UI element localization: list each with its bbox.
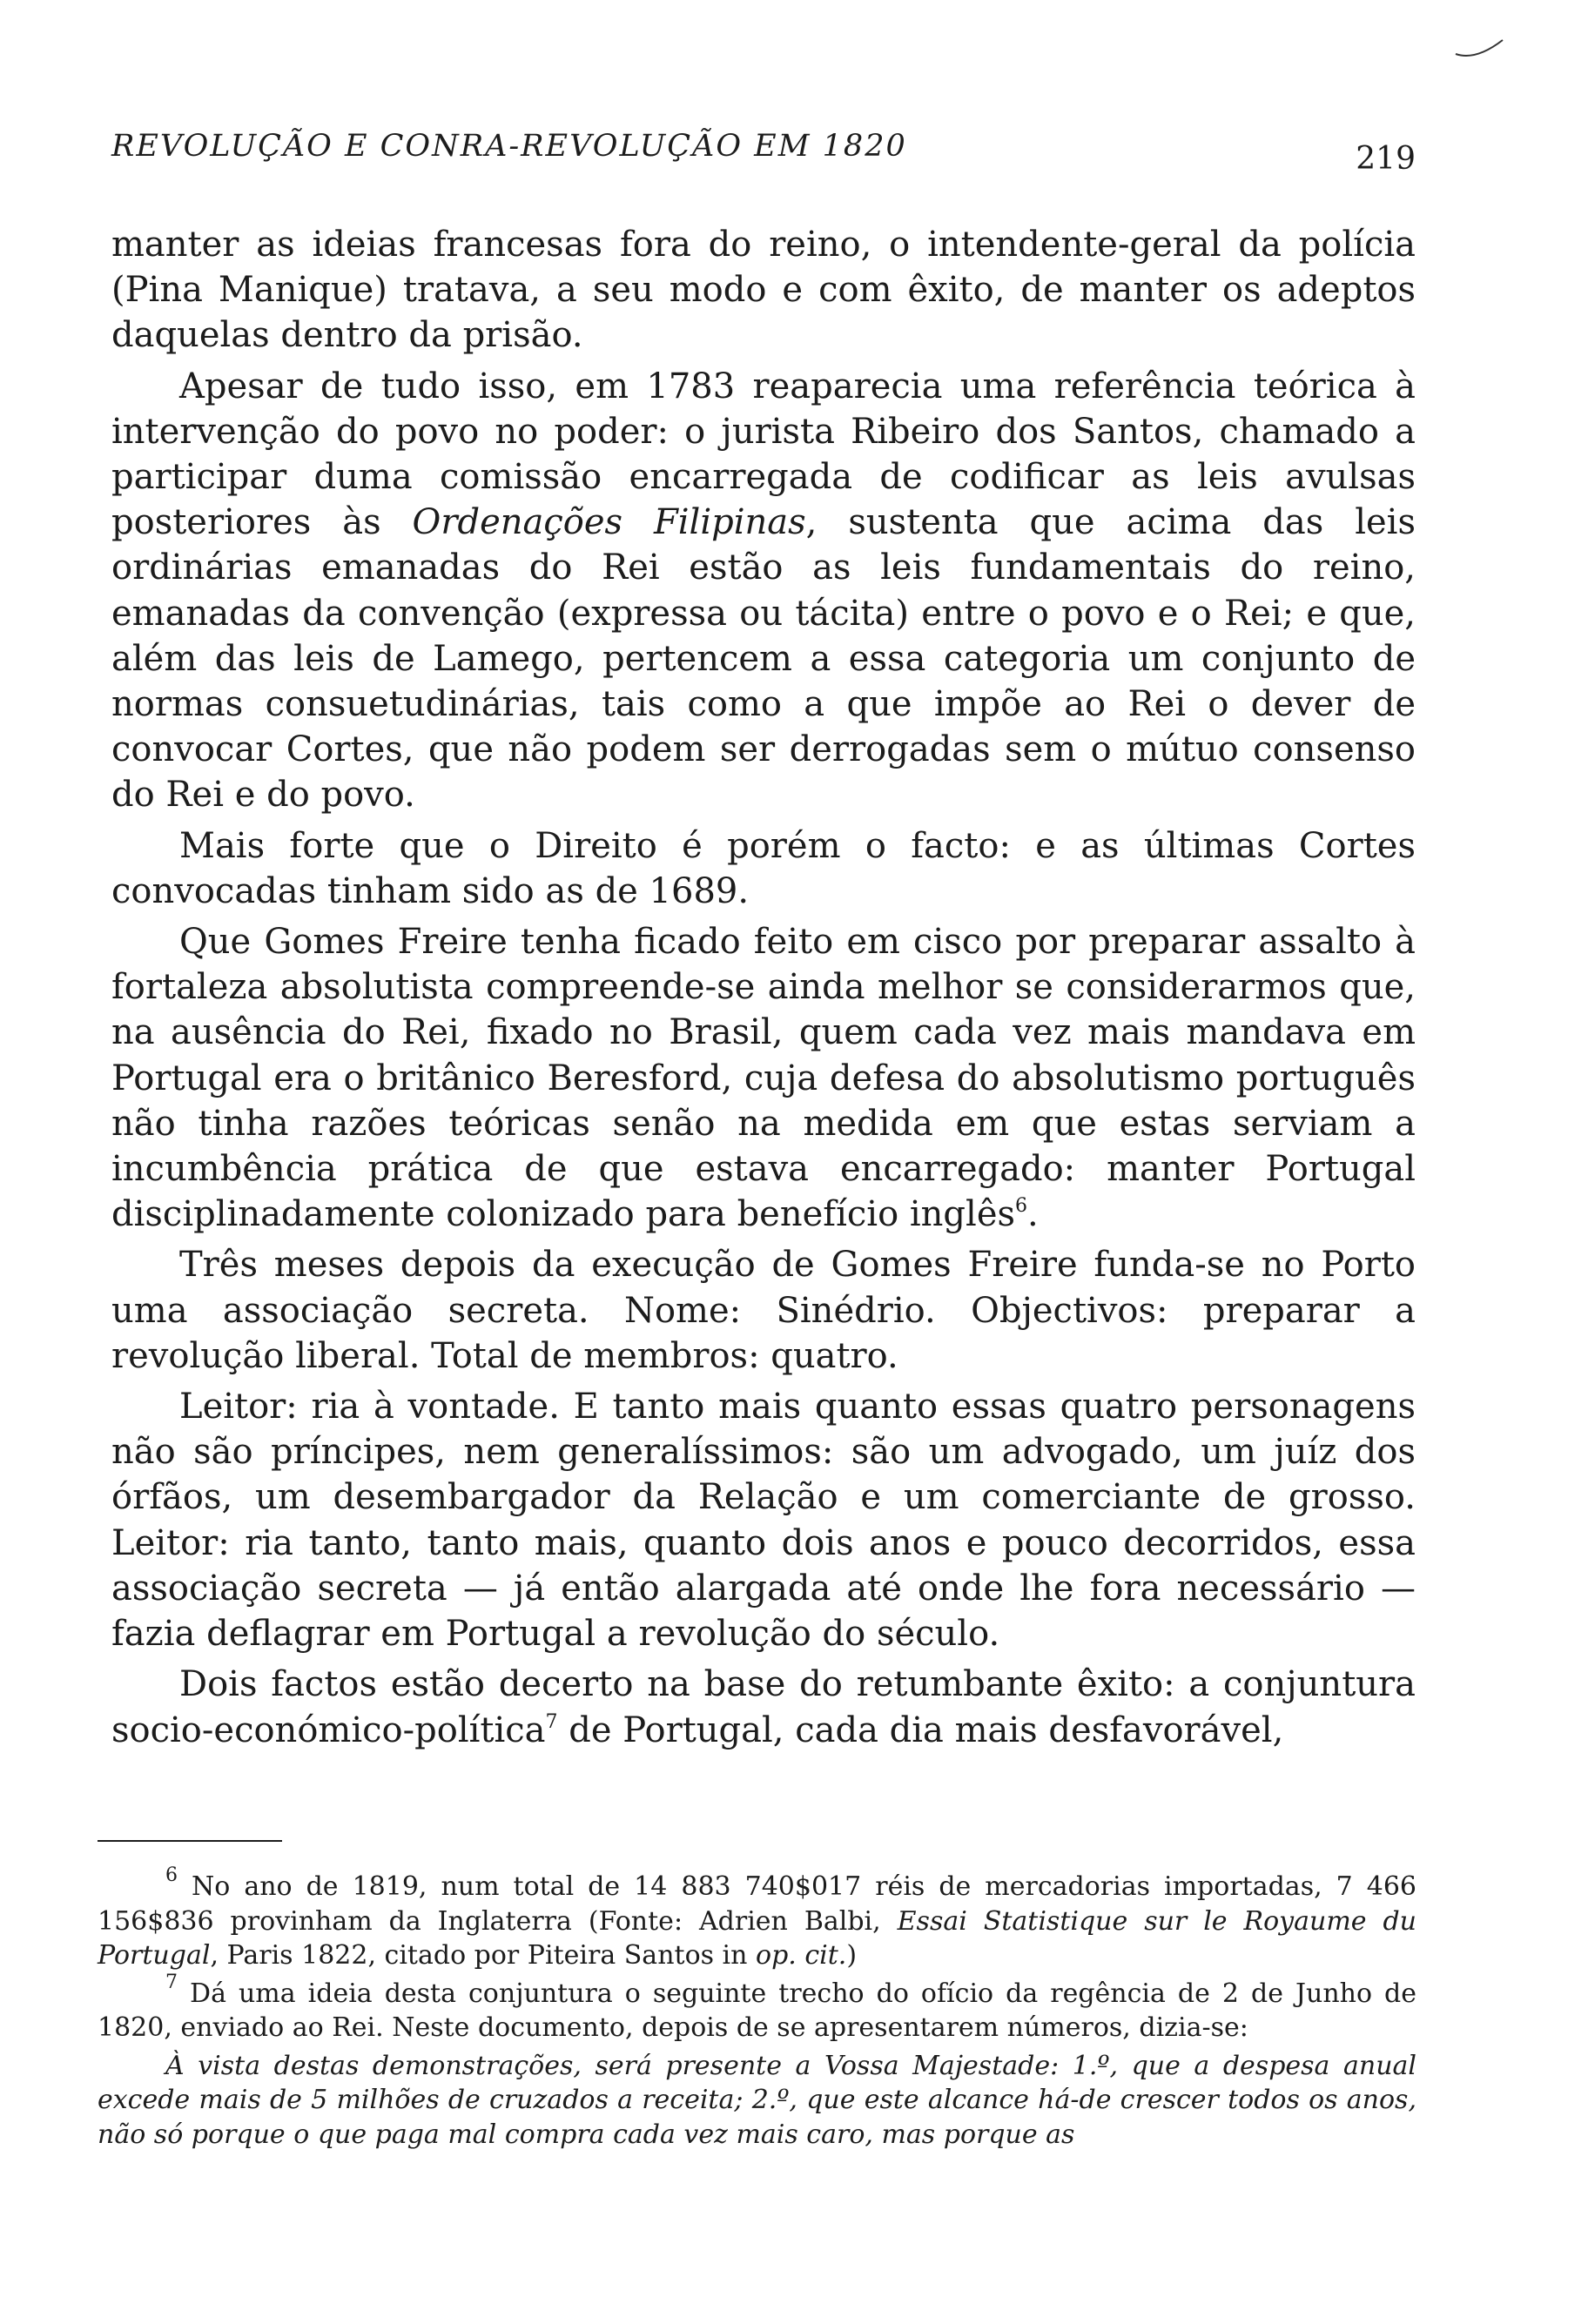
- footnote-rule: [98, 1840, 282, 1842]
- footnote-mark: 7: [165, 1971, 178, 1993]
- footnote-text: Dá uma ideia desta conjuntura o seguinte trecho do ofício da regência de 2 de Junho de 1820, enviado ao Rei. Neste documento, depois de se apresentarem números, dizia-se:: [98, 1978, 1416, 2043]
- paragraph-text: Mais forte que o Direito é porém o facto: e as últimas Cortes convocadas tinham sido as de 1689.: [111, 825, 1416, 911]
- page-number: 219: [1356, 141, 1416, 177]
- paragraph-text: manter as ideias francesas fora do reino, o intendente-geral da polícia (Pina Manique) tratava, a seu modo e com êxito, de manter os adeptos daquelas dentro da prisão.: [111, 225, 1416, 356]
- footnote-text: ): [846, 1940, 858, 1971]
- paragraph-text: Três meses depois da execução de Gomes Freire funda-se no Porto uma associação secreta. Nome: Sinédrio. Objectivos: preparar a revolução liberal. Total de membros: quatro.: [111, 1245, 1416, 1376]
- paragraph: [111, 222, 1416, 359]
- paragraph: [111, 1384, 1416, 1656]
- paragraph: [111, 364, 1416, 818]
- paragraph-text: de Portugal, cada dia mais desfavorável,: [557, 1709, 1284, 1750]
- page-header: [111, 129, 1416, 177]
- footnote-italic: Essai Statistique sur le Royaume du Portugal: [98, 1905, 1416, 1971]
- footnote-7-quote: [98, 2049, 1416, 2153]
- paragraph-text: , sustenta que acima das leis ordinárias emanadas do Rei estão as leis fundamentais do reino, emanadas da convenção (expressa ou tácita) entre o povo e o Rei; e que, além das leis de Lamego, pertencem a essa categoria um conjunto de normas consuetudinárias, tais como a que impõe ao Rei o dever de convocar Cortes, que não podem ser derrogadas sem o mútuo consenso do Rei e do povo.: [111, 502, 1416, 816]
- paragraph: [111, 919, 1416, 1237]
- paragraph-text: Leitor: ria à vontade. E tanto mais quanto essas quatro personagens não são príncipes, nem generalíssimos: são um advogado, um juíz dos órfãos, um desembargador da Relação e um comerciante de grosso. Leitor: ria tanto, tanto mais, quanto dois anos e pouco decorridos, essa associação secreta — já então alargada até onde lhe fora necessário — fazia deflagrar em Portugal a revolução do século.: [111, 1387, 1416, 1655]
- italic-title: Ordenações Filipinas: [412, 502, 806, 543]
- paragraph-text: Dois factos estão decerto na base do retumbante êxito: a conjuntura socio-económico-política: [111, 1664, 1416, 1750]
- footnotes: [98, 1864, 1416, 2155]
- paragraph-text: .: [1027, 1194, 1039, 1235]
- footnote-7: [98, 1971, 1416, 2045]
- paragraph-text: Que Gomes Freire tenha ficado feito em cisco por preparar assalto à fortaleza absolutista compreende-se ainda melhor se considerarmos que, na ausência do Rei, fixado no Brasil, quem cada vez mais mandava em Portugal era o britânico Beresford, cuja defesa do absolutismo português não tinha razões teóricas senão na medida em que estas serviam a incumbência prática de que estava encarregado: manter Portugal disciplinadamente colonizado para benefício inglês: [111, 922, 1416, 1235]
- footnote-mark: 6: [165, 1864, 178, 1886]
- paragraph: [111, 1242, 1416, 1379]
- pen-mark: [1454, 35, 1506, 61]
- paragraph-text: Apesar de tudo isso, em 1783 reaparecia uma referência teórica à intervenção do povo no poder: o jurista Ribeiro dos Santos, chamado a participar duma comissão encarregada de codificar as leis avulsas posteriores às: [111, 366, 1416, 543]
- footnote-italic: op. cit.: [756, 1940, 847, 1971]
- running-title: REVOLUÇÃO E CONRA-REVOLUÇÃO EM 1820: [111, 129, 907, 164]
- footnote-quote-text: À vista destas demonstrações, será presente a Vossa Majestade: 1.º, que a despesa anual excede mais de 5 milhões de cruzados a receita; 2.º, que este alcance há-de crescer todos os anos, não só porque o que paga mal compra cada vez mais caro, mas porque as: [98, 2050, 1416, 2150]
- footnote-text: No ano de 1819, num total de 14 883 740$017 réis de mercadorias importadas, 7 466 156$836 provinham da Inglaterra (Fonte: Adrien Balbi,: [98, 1871, 1416, 1937]
- footnote-text: , Paris 1822, citado por Piteira Santos in: [210, 1940, 757, 1971]
- body-text: [111, 222, 1416, 1758]
- paragraph: [111, 1662, 1416, 1752]
- footnote-6: [98, 1864, 1416, 1973]
- paragraph: [111, 823, 1416, 914]
- footnote-ref: 6: [1015, 1195, 1028, 1218]
- footnote-ref: 7: [545, 1710, 558, 1733]
